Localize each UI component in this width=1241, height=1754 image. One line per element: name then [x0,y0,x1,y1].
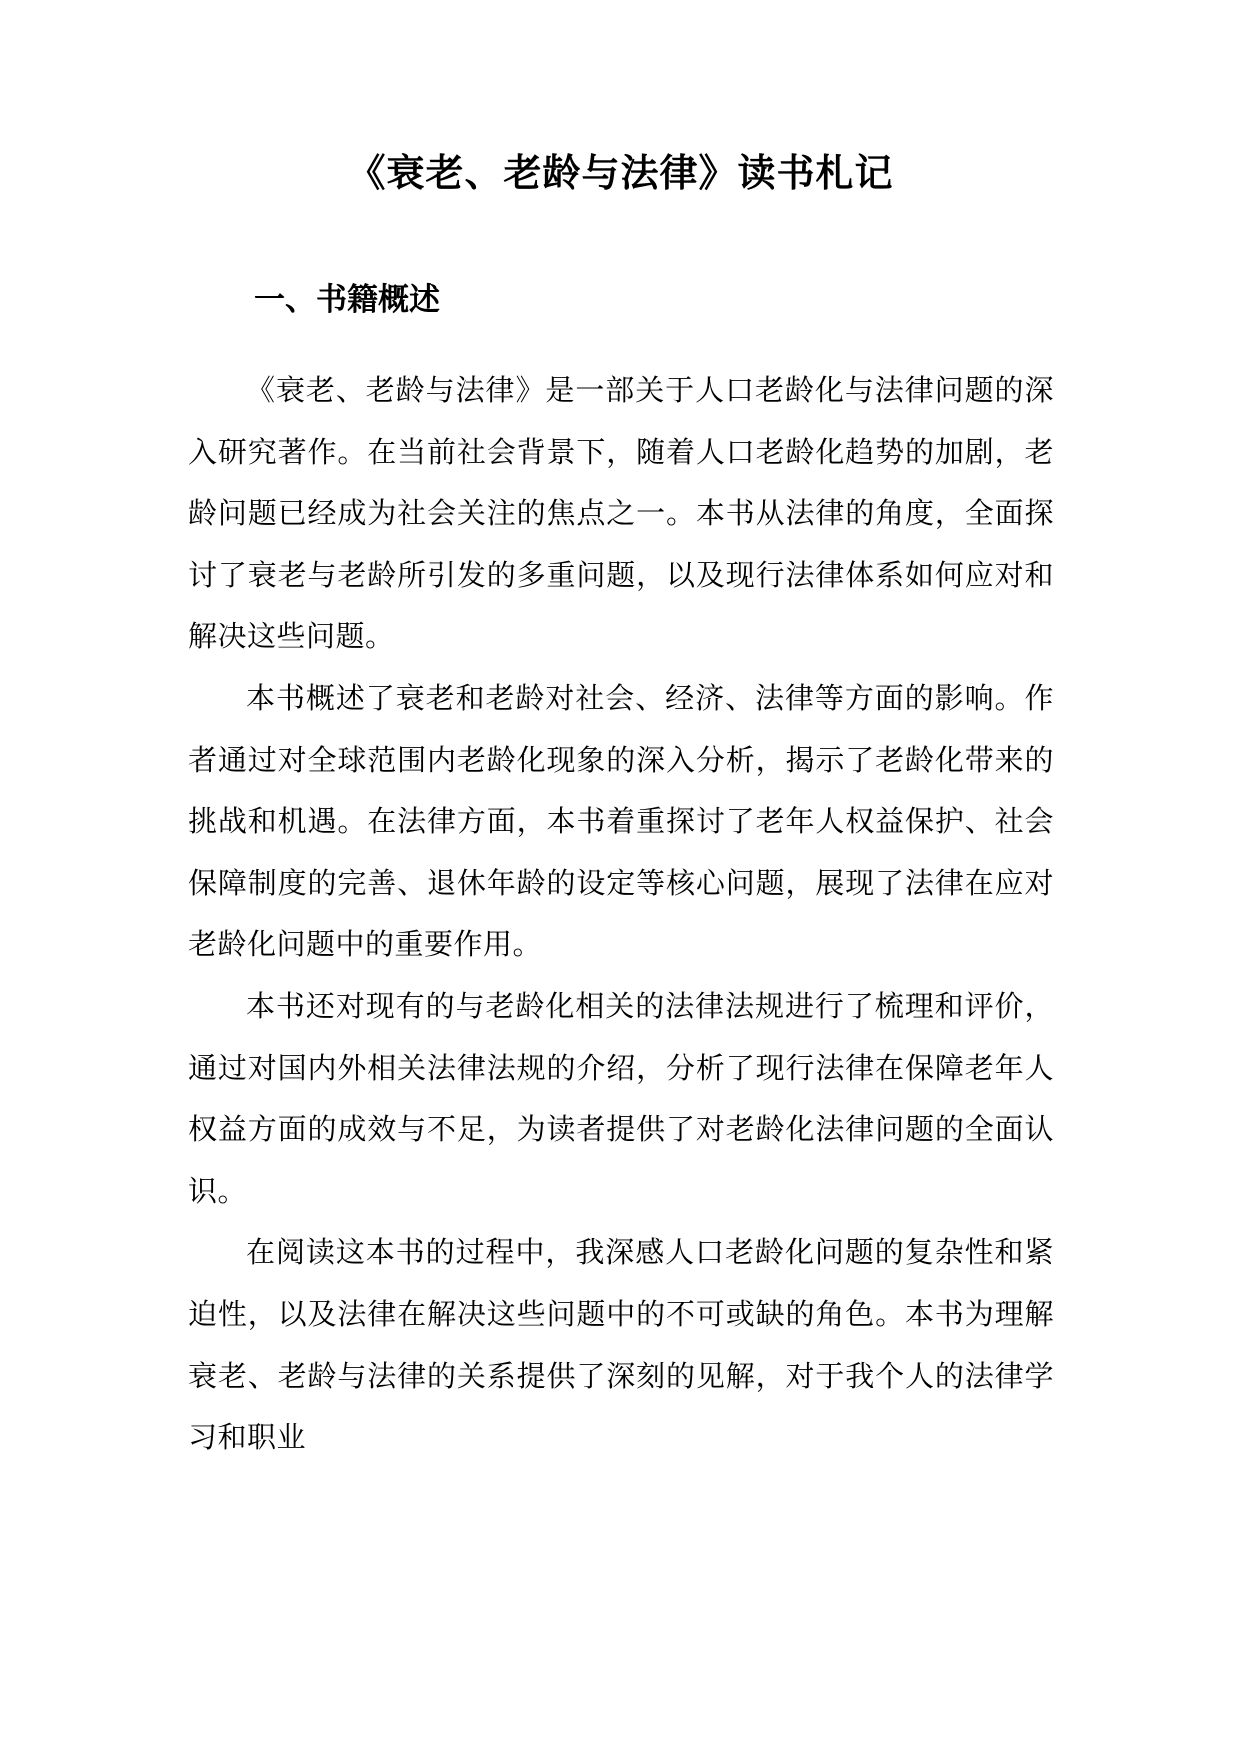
section-heading: 一、书籍概述 [254,282,440,318]
document-title: 《衰老、老龄与法律》读书札记 [347,151,894,195]
paragraph: 本书概述了衰老和老龄对社会、经济、法律等方面的影响。作者通过对全球范围内老龄化现象的深入分析，揭示了老龄化带来的挑战和机遇。在法律方面，本书着重探讨了老年人权益保护、社会保障制度的完善、退休年龄的设定等核心问题，展现了法律在应对老龄化问题中的重要作用。 [188,680,1054,962]
paragraph: 《衰老、老龄与法律》是一部关于人口老龄化与法律问题的深入研究著作。在当前社会背景下，随着人口老龄化趋势的加剧，老龄问题已经成为社会关注的焦点之一。本书从法律的角度，全面探讨了衰老与老龄所引发的多重问题，以及现行法律体系如何应对和解决这些问题。 [188,373,1054,654]
paragraph: 本书还对现有的与老龄化相关的法律法规进行了梳理和评价，通过对国内外相关法律法规的介绍，分析了现行法律在保障老年人权益方面的成效与不足，为读者提供了对老龄化法律问题的全面认识。 [188,988,1054,1208]
body-text [188,360,1054,1469]
paragraph: 在阅读这本书的过程中，我深感人口老龄化问题的复杂性和紧迫性，以及法律在解决这些问题中的不可或缺的角色。本书为理解衰老、老龄与法律的关系提供了深刻的见解，对于我个人的法律学习和职业 [188,1235,1054,1455]
